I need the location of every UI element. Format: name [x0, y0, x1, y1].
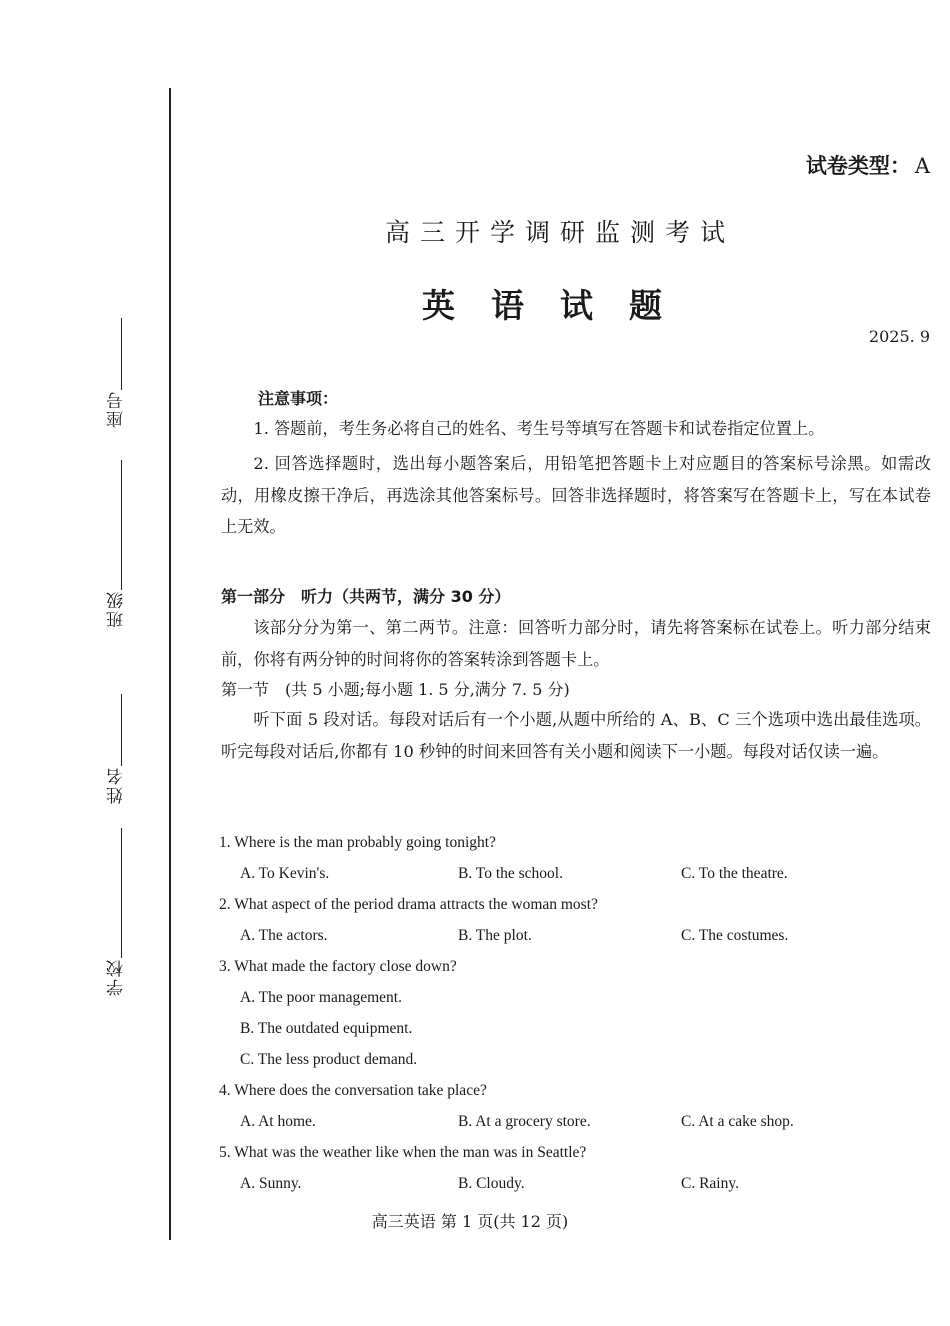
- paper-type-value: A: [914, 154, 930, 178]
- question-1-stem: 1. Where is the man probably going tonight?: [219, 834, 496, 851]
- q5-option-b: B. Cloudy.: [458, 1175, 525, 1192]
- q4-option-b: B. At a grocery store.: [458, 1113, 591, 1130]
- class-blank[interactable]: [121, 460, 122, 590]
- question-5-stem: 5. What was the weather like when the man was in Seattle?: [219, 1144, 587, 1161]
- q2-option-c: C. The costumes.: [681, 927, 789, 944]
- notice-item-2: 2. 回答选择题时，选出每小题答案后，用铅笔把答题卡上对应题目的答案标号涂黑。如需改动，用橡皮擦干净后，再选涂其他答案标号。回答非选择题时，将答案写在答题卡上，写在本试卷上无效。: [221, 454, 931, 536]
- q1-option-c: C. To the theatre.: [681, 865, 788, 882]
- part1-heading: 第一部分 听力（共两节，满分 30 分）: [221, 587, 511, 606]
- school-field[interactable]: [104, 828, 128, 996]
- question-4-stem: 4. Where does the conversation take place?: [219, 1082, 487, 1099]
- seat-blank[interactable]: [121, 318, 122, 390]
- class-field[interactable]: [104, 460, 128, 628]
- school-label: 学校: [106, 958, 127, 996]
- q1-option-a: A. To Kevin's.: [240, 865, 330, 882]
- question-3-stem: 3. What made the factory close down?: [219, 958, 457, 975]
- exam-date: 2025. 9: [868, 327, 930, 346]
- exam-title: 英语试题: [422, 286, 698, 325]
- q4-option-c: C. At a cake shop.: [681, 1113, 794, 1130]
- q5-option-c: C. Rainy.: [681, 1175, 739, 1192]
- q2-option-b: B. The plot.: [458, 927, 532, 944]
- q3-option-a: A. The poor management.: [240, 989, 402, 1006]
- school-blank[interactable]: [121, 828, 122, 958]
- section1-heading: 第一节 (共 5 小题;每小题 1. 5 分,满分 7. 5 分): [221, 680, 570, 699]
- notice-heading: 注意事项：: [258, 389, 339, 408]
- section1-instructions: 听下面 5 段对话。每段对话后有一个小题,从题中所给的 A、B、C 三个选项中选出最佳选项。听完每段对话后,你都有 10 秒钟的时间来回答有关小题和阅读下一小题。每段对话仅读一遍。: [221, 710, 931, 761]
- q3-option-b: B. The outdated equipment.: [240, 1020, 413, 1037]
- notice-item-1: 1. 答题前，考生务必将自己的姓名、考生号等填写在答题卡和试卷指定位置上。: [253, 419, 825, 438]
- exam-subtitle: 高三开学调研监测考试: [384, 218, 735, 247]
- paper-type-label: 试卷类型：: [805, 154, 911, 178]
- seat-label: 座号: [106, 390, 127, 428]
- q1-option-b: B. To the school.: [458, 865, 563, 882]
- binding-line: [169, 88, 171, 1240]
- name-blank[interactable]: [121, 694, 122, 766]
- name-field[interactable]: [104, 694, 128, 804]
- q5-option-a: A. Sunny.: [240, 1175, 302, 1192]
- question-2-stem: 2. What aspect of the period drama attracts the woman most?: [219, 896, 598, 913]
- page-footer: 高三英语 第 1 页(共 12 页): [371, 1212, 569, 1231]
- name-label: 姓名: [106, 766, 127, 804]
- part1-intro: 该部分分为第一、第二两节。注意：回答听力部分时，请先将答案标在试卷上。听力部分结束前，你将有两分钟的时间将你的答案转涂到答题卡上。: [221, 618, 931, 669]
- q3-option-c: C. The less product demand.: [240, 1051, 418, 1068]
- paper-type: [806, 150, 930, 180]
- class-label: 班级: [106, 590, 127, 628]
- q2-option-a: A. The actors.: [240, 927, 328, 944]
- seat-field[interactable]: [104, 318, 128, 428]
- q4-option-a: A. At home.: [240, 1113, 316, 1130]
